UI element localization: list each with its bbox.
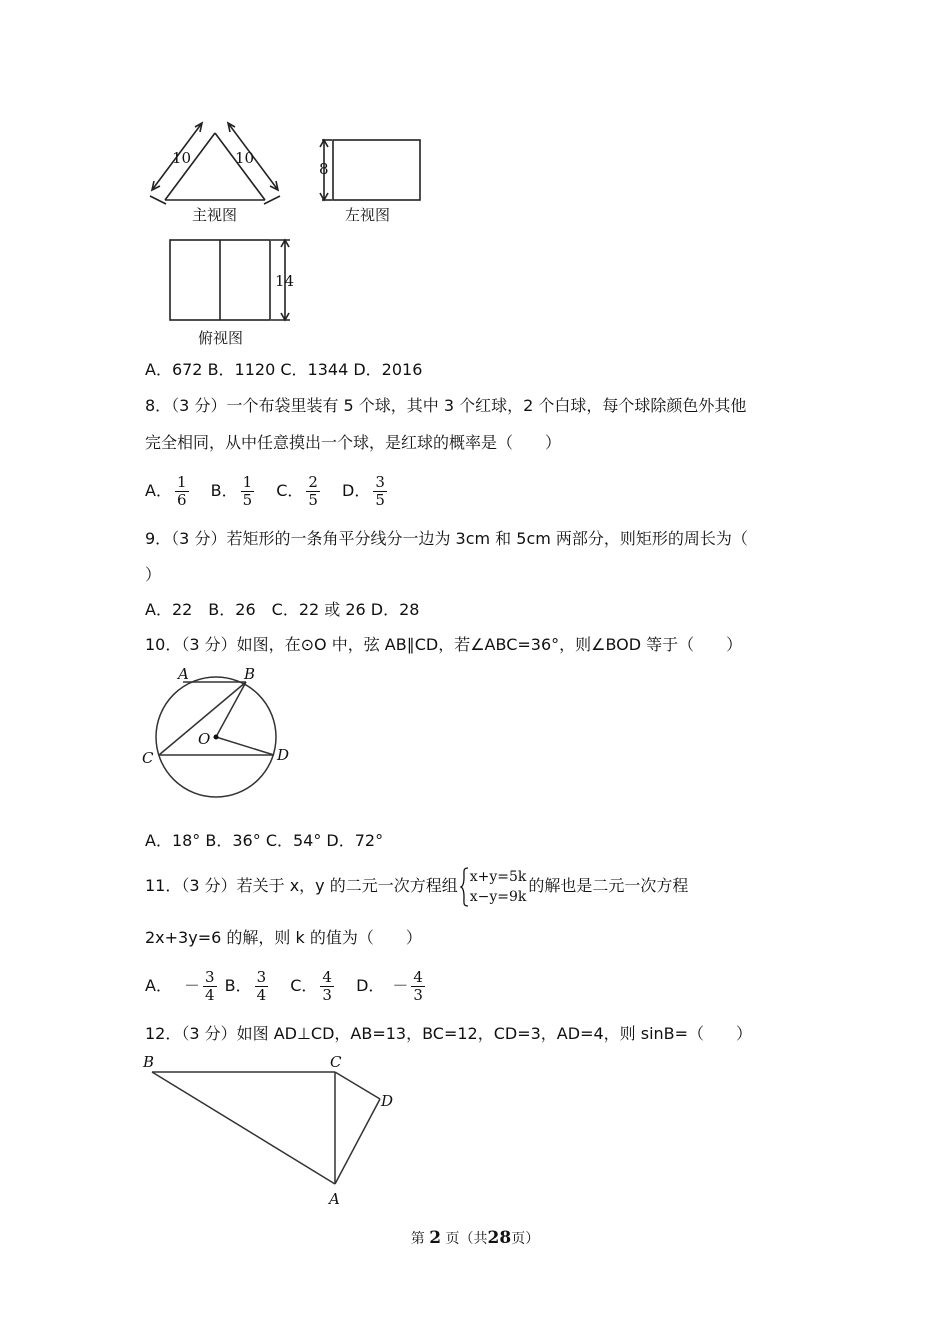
q9-options: A．22 B．26 C．22 或 26 D．28: [145, 600, 420, 619]
page-footer: 第 2 页（共28页）: [410, 1228, 540, 1248]
equation-1: x+y=5k: [469, 868, 527, 885]
q12-point-b: B: [143, 1053, 155, 1071]
q11-stem-after: 的解也是二元一次方程: [528, 876, 689, 895]
dim-height-label: 8: [319, 160, 329, 178]
q11-stem-line2: 2x+3y=6 的解，则 k 的值为（ ）: [145, 928, 422, 947]
q8-options: [145, 472, 404, 510]
q7-options: A．672 B．1120 C．1344 D．2016: [145, 360, 423, 379]
q8-option-a[interactable]: [145, 473, 192, 509]
top-view-caption: 俯视图: [198, 329, 244, 347]
fraction: $\frac{1}{6}$: [176, 473, 187, 509]
q8-option-b[interactable]: [210, 473, 258, 509]
fraction: $\frac{4}{3}$: [322, 968, 332, 1004]
fraction: $\frac{4}{3}$: [413, 968, 423, 1004]
q10-stem: 10．（3 分）如图，在⊙O 中，弦 AB∥CD，若∠ABC=36°，则∠BOD 等于（ ）: [145, 635, 743, 654]
minus-sign: －: [183, 976, 200, 995]
equation-system: [460, 867, 527, 907]
q9-stem-line2: ）: [145, 565, 162, 584]
fraction: $\frac{3}{4}$: [256, 968, 267, 1004]
dim-depth-label: 14: [275, 272, 295, 290]
q9-stem-line1: 9．（3 分）若矩形的一条角平分线分一边为 3cm 和 5cm 两部分，则矩形的周长为（: [145, 529, 748, 548]
three-views-figure: [140, 120, 440, 355]
dim-right-label: 10: [235, 149, 255, 167]
fraction: $\frac{3}{4}$: [204, 968, 215, 1004]
q10-circle-figure: [138, 663, 298, 803]
q8-option-d[interactable]: [342, 473, 390, 509]
q10-options: A．18° B．36° C．54° D．72°: [145, 831, 384, 850]
q11-option-c[interactable]: [290, 968, 337, 1004]
option-label: D．: [356, 976, 385, 995]
minus-sign: －: [392, 976, 409, 995]
q11-stem-before: 11．（3 分）若关于 x，y 的二元一次方程组: [145, 876, 458, 895]
q10-point-o: O: [198, 730, 211, 748]
option-label: C．: [290, 976, 318, 995]
option-label: D．: [342, 481, 371, 500]
q12-triangle-figure: [138, 1050, 408, 1210]
q8-stem-line2: 完全相同，从中任意摸出一个球，是红球的概率是（ ）: [145, 433, 562, 452]
brace-icon: [460, 867, 469, 907]
front-view-caption: 主视图: [192, 206, 238, 224]
q10-point-d: D: [277, 746, 290, 764]
option-label: B．: [210, 481, 238, 500]
q8-stem-line1: 8．（3 分）一个布袋里装有 5 个球，其中 3 个红球，2 个白球，每个球除颜色外其他: [145, 396, 747, 415]
option-label: C．: [276, 481, 304, 500]
option-label: B．: [224, 976, 252, 995]
left-view-caption: 左视图: [345, 206, 391, 224]
dim-left-label: 10: [172, 149, 192, 167]
fraction: $\frac{3}{5}$: [375, 473, 385, 509]
q11-option-b[interactable]: [224, 968, 272, 1004]
current-page-number: 2: [429, 1228, 442, 1248]
q11-option-d[interactable]: [356, 968, 428, 1004]
fraction: $\frac{2}{5}$: [308, 473, 318, 509]
option-label: A．: [145, 976, 172, 995]
q12-stem: 12．（3 分）如图 AD⊥CD，AB=13，BC=12，CD=3，AD=4，则 sinB=（ ）: [145, 1024, 753, 1043]
total-page-count: 28: [487, 1228, 512, 1248]
q11-option-a[interactable]: [145, 968, 220, 1004]
option-label: A．: [145, 481, 172, 500]
q11-stem-line1: [145, 864, 688, 908]
q10-point-b: B: [244, 665, 256, 683]
q12-point-a: A: [329, 1190, 340, 1208]
q8-option-c[interactable]: [276, 473, 323, 509]
q12-point-c: C: [330, 1053, 342, 1071]
fraction: $\frac{1}{5}$: [242, 473, 253, 509]
q10-point-a: A: [178, 665, 189, 683]
equation-2: x−y=9k: [469, 888, 527, 905]
q10-point-c: C: [142, 749, 154, 767]
q11-options: [145, 967, 442, 1005]
q12-point-d: D: [381, 1092, 394, 1110]
